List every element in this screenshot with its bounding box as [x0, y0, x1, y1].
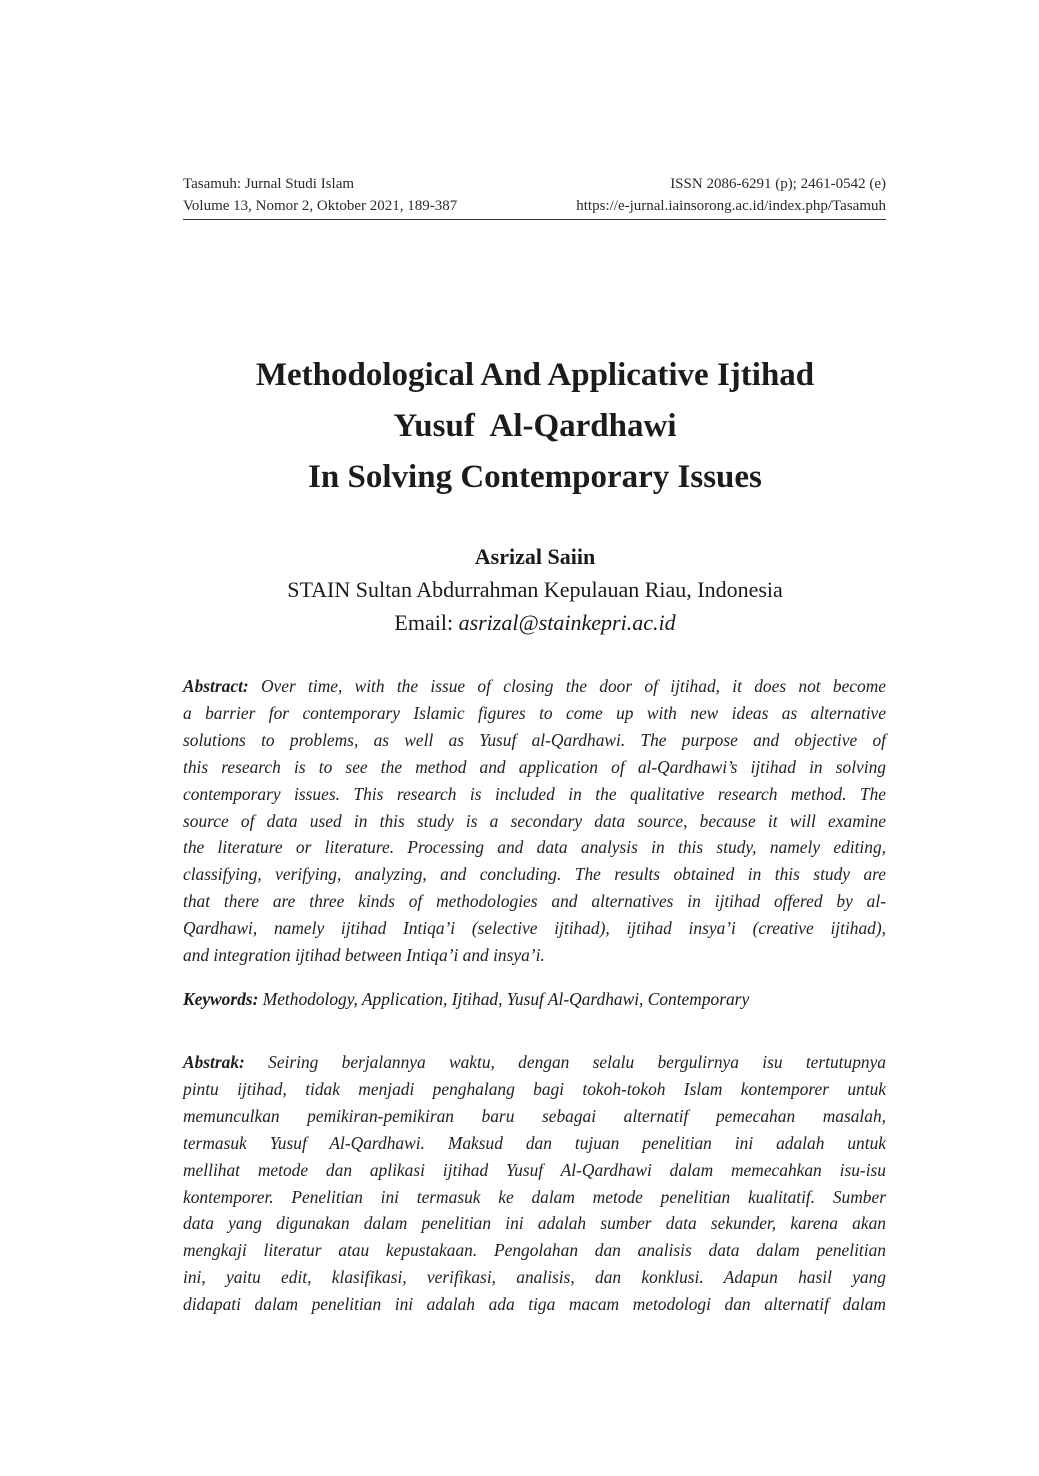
- abstract-line: Qardhawi, namely ijtihad Intiqa’i (selective ijtihad), ijtihad insya’i (creative ijtihad),: [183, 918, 886, 939]
- abstrak-label: Abstrak:: [183, 1052, 245, 1072]
- author-affiliation: STAIN Sultan Abdurrahman Kepulauan Riau, Indonesia: [287, 577, 783, 602]
- abstrak-line: memunculkan pemikiran-pemikiran baru sebagai alternatif pemecahan masalah,: [183, 1105, 886, 1126]
- issn: ISSN 2086-6291 (p); 2461-0542 (e): [670, 176, 886, 192]
- abstract-line: this research is to see the method and application of al-Qardhawi’s ijtihad in solving: [183, 756, 886, 777]
- title-line-1: Methodological And Applicative Ijtihad: [255, 357, 815, 393]
- abstrak-line: mellihat metode dan aplikasi ijtihad Yusuf Al-Qardhawi dalam memecahkan isu-isu: [183, 1159, 886, 1180]
- abstrak-line: mengkaji literatur atau kepustakaan. Pengolahan dan analisis data dalam penelitian: [183, 1240, 886, 1261]
- abstrak-line: pintu ijtihad, tidak menjadi penghalang bagi tokoh-tokoh Islam kontemporer untuk: [183, 1078, 886, 1099]
- running-header-row-2: [183, 195, 886, 217]
- title-line-2: Yusuf Al-Qardhawi: [393, 408, 677, 444]
- abstract-english: [183, 673, 886, 969]
- abstrak-line: termasuk Yusuf Al-Qardhawi. Maksud dan tujuan penelitian ini adalah untuk: [183, 1132, 886, 1153]
- author-email[interactable]: asrizal@stainkepri.ac.id: [458, 610, 676, 635]
- abstract-line: classifying, verifying, analyzing, and concluding. The results obtained in this study are: [183, 864, 886, 885]
- keywords-text: Methodology, Application, Ijtihad, Yusuf Al-Qardhawi, Contemporary: [258, 989, 750, 1009]
- author-block: [120, 540, 950, 639]
- abstract-line: contemporary issues. This research is included in the qualitative research method. The: [183, 783, 886, 804]
- author-email-line: [120, 606, 950, 639]
- volume-info: Volume 13, Nomor 2, Oktober 2021, 189-387: [183, 198, 458, 214]
- running-header-row-1: [183, 173, 886, 195]
- journal-url[interactable]: https://e-jurnal.iainsorong.ac.id/index.php/Tasamuh: [576, 198, 886, 214]
- title-line-3: In Solving Contemporary Issues: [308, 459, 762, 495]
- keywords-label: Keywords:: [183, 989, 259, 1009]
- abstract-line: a barrier for contemporary Islamic figures to come up with new ideas as alternative: [183, 702, 886, 723]
- author-name: Asrizal Saiin: [474, 544, 596, 569]
- abstract-line: source of data used in this study is a secondary data source, because it will examine: [183, 810, 886, 831]
- abstrak-line: data yang digunakan dalam penelitian ini adalah sumber data sekunder, karena akan: [183, 1213, 886, 1234]
- abstrak-line: ini, yaitu edit, klasifikasi, verifikasi, analisis, dan konklusi. Adapun hasil yang: [183, 1267, 886, 1288]
- paper-title: [120, 350, 950, 503]
- abstract-line: that there are three kinds of methodologies and alternatives in ijtihad offered by al-: [183, 891, 886, 912]
- email-label: Email:: [394, 610, 459, 635]
- abstrak-line: Abstrak: Seiring berjalannya waktu, dengan selalu bergulirnya isu tertutupnya: [183, 1052, 886, 1072]
- abstract-label: Abstract:: [183, 676, 249, 696]
- abstract-indonesian: [183, 1049, 886, 1318]
- abstract-line: and integration ijtihad between Intiqa’i and insya’i.: [183, 945, 545, 966]
- abstrak-line: kontemporer. Penelitian ini termasuk ke dalam metode penelitian kualitatif. Sumber: [183, 1186, 886, 1207]
- header-rule: [183, 219, 886, 220]
- abstract-line: solutions to problems, as well as Yusuf al-Qardhawi. The purpose and objective of: [183, 729, 886, 750]
- journal-name: Tasamuh: Jurnal Studi Islam: [183, 176, 355, 192]
- keywords: [183, 986, 886, 1013]
- running-header: [183, 173, 886, 217]
- abstract-line: Abstract: Over time, with the issue of closing the door of ijtihad, it does not become: [183, 676, 886, 696]
- abstract-line: the literature or literature. Processing and data analysis in this study, namely editing,: [183, 837, 886, 858]
- abstrak-line: didapati dalam penelitian ini adalah ada tiga macam metodologi dan alternatif dalam: [183, 1294, 886, 1315]
